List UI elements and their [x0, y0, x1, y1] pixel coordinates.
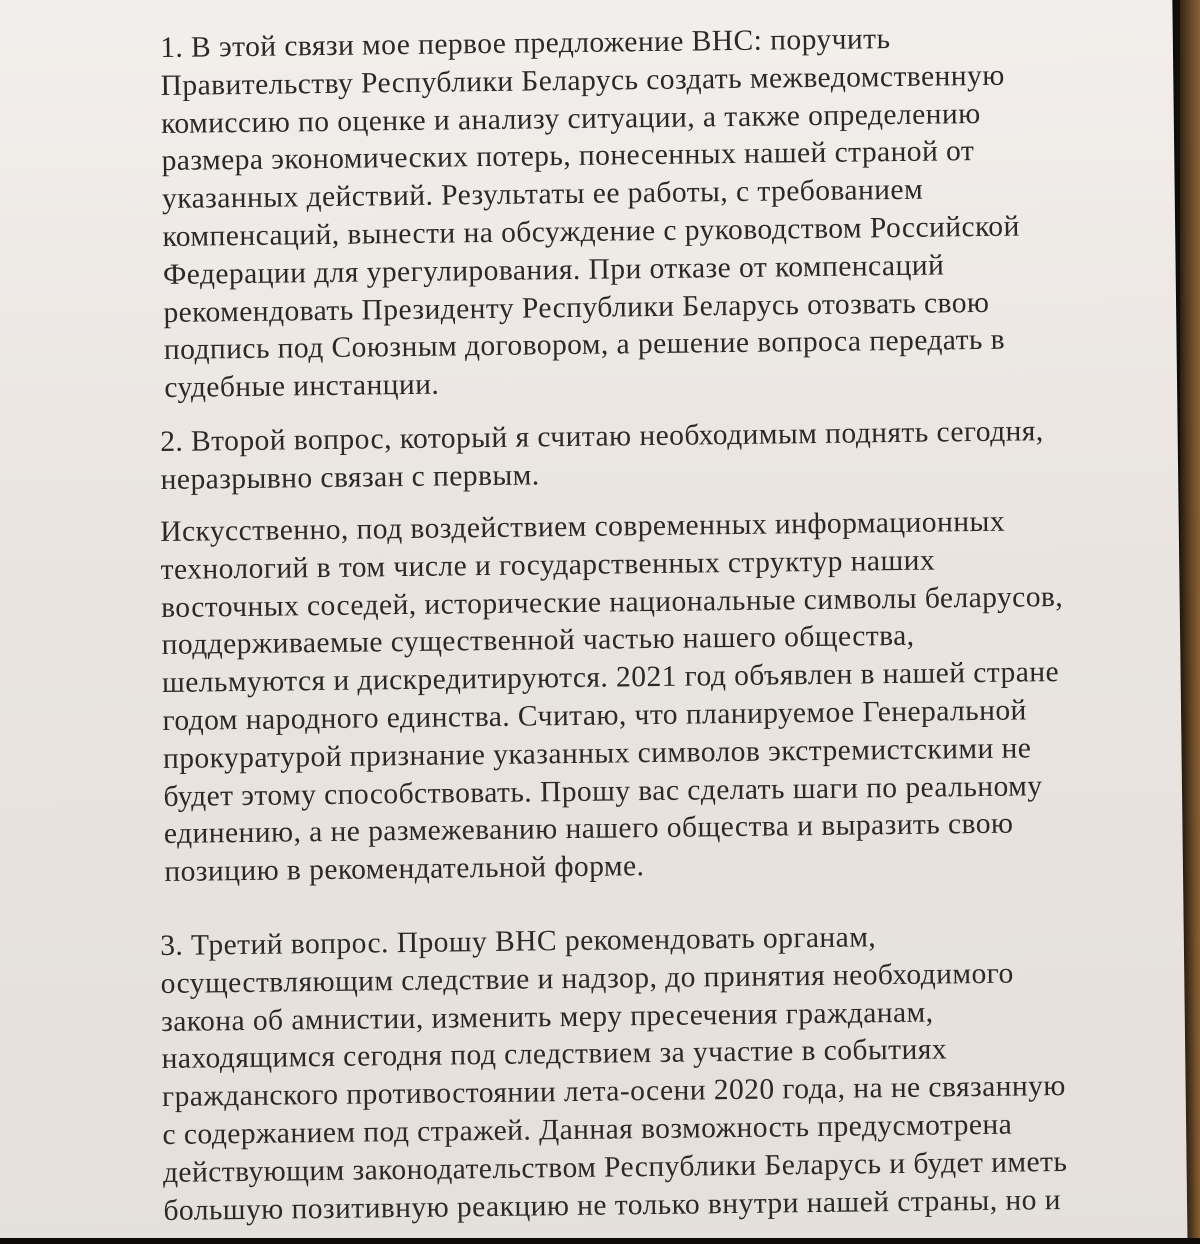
paragraph-4: 3. Третий вопрос. Прошу ВНС рекомендовать органам, осуществляющим следствие и надзор, до принятия необходимого закона об амнистии, изменить меру пресечения гражданам, находящимся сегодня под следствием за участие в событиях гражданского противостоянии лета-осени 2020 года, на не связанную с содержанием под стражей. Данная возможность предусмотрена действующим законодательством Республики Беларусь и будет иметь большую позитивную реакцию не только внутри нашей страны, но и [160, 921, 1068, 1227]
paragraph-1: 1. В этой связи мое первое предложение ВНС: поручить Правительству Республики Беларусь создать межведомственную комиссию по оценке и анализу ситуации, а также определению размера экономических потерь, понесенных нашей страной от указанных действий. Результаты ее работы, с требованием компенсаций, вынести на обсуждение с руководством Российской Федерации для урегулирования. При отказе от компенсаций рекомендовать Президенту Республики Беларусь отозвать свою подпись под Союзным договором, а решение вопроса передать в судебные инстанции. [160, 23, 1020, 405]
bottom-edge [0, 1238, 1200, 1244]
paragraph-2: 2. Второй вопрос, который я считаю необходимым поднять сегодня, неразрывно связан с первым. [160, 415, 1044, 496]
paragraph-3: Искусственно, под воздействием современных информационных технологий в том числе и государственных структур наших восточных соседей, исторические национальные символы беларусов, поддерживаемые существенной частью нашего общества, шельмуются и дискредитируются. 2021 год объявлен в нашей стране годом народного единства. Считаю, что планируемое Генеральной прокуратурой признание указанных символов экстремистскими не будет этому способствовать. Прошу вас сделать шаги по реальному единению, а не размежеванию нашего общества и выразить свою позицию в рекомендательной форме. [160, 505, 1064, 889]
